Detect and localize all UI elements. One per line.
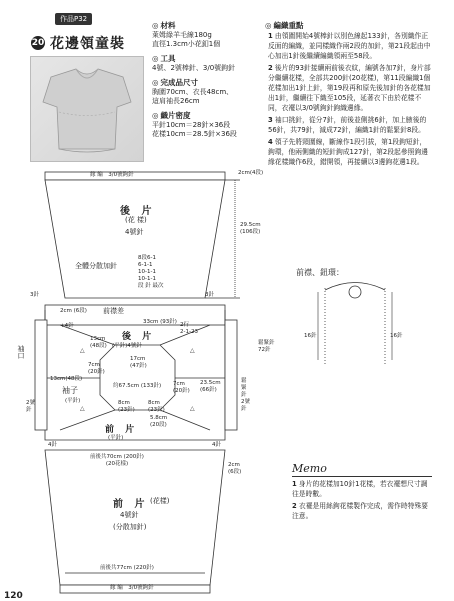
right-side-dim: 23.5cm (66針) — [200, 380, 221, 393]
size-line-1: 胸圍70cm、衣長48cm、 — [152, 88, 234, 96]
back-center-pattern: (平針)4號針 — [112, 343, 142, 349]
right-ribbing-needle: 鬆 緊 針 2號 針 — [241, 378, 250, 412]
right-sleeve-cuff — [225, 320, 237, 430]
dim-8cm-a: 8cm (23針) — [118, 400, 135, 413]
collar-diagram — [300, 280, 410, 380]
dim-5-8cm: 5.8cm (20段) — [150, 415, 168, 428]
memo-divider — [292, 476, 432, 477]
front-bottom-title: 前 片 — [113, 499, 149, 510]
size-title: ◎ 完成品尺寸 — [152, 77, 257, 88]
back-center-title: 後 片 — [122, 332, 156, 342]
dim-2-17: 2行 2-1-23 — [180, 322, 198, 335]
materials-line-2: 直徑1.3cm小花釦1個 — [152, 40, 221, 48]
sleeve-cuff-label: 袖口 — [17, 345, 25, 359]
left-corner-stitches: 3針 — [30, 292, 39, 298]
plus-stitches: +4針 — [60, 323, 74, 329]
dim-7cm-left: 7cm (20針) — [88, 362, 105, 375]
top-right-dim: 2cm(4段) — [238, 170, 264, 176]
svg-text:△: △ — [80, 347, 85, 354]
right-ribbing-label: 鬆緊針 72針 — [258, 340, 275, 353]
front-bottom-pattern: (花樣) — [150, 497, 170, 505]
memo-item-2: 2 衣襬是用絲鉤花樣製作完成，需作時特殊要注意。 — [292, 502, 429, 520]
top-edge-label: 緣 編 3/0號鉤針 — [90, 172, 134, 178]
dim-13cm: 13cm (48段) — [90, 336, 107, 349]
gauge-line-1: 平針10cm＝28針×36段 — [152, 121, 231, 129]
increase-table: 8段6-1 6-1-1 10-1-1 10-1-1 段 針 最次 — [138, 255, 164, 289]
instruction-step-3: 3 袖口挑針，從分7針，前後並側挑6針，加上腋後的56針，共79針，減成72針，編織1針的鬆緊針8段。 — [268, 116, 427, 134]
gauge-line-2: 花樣10cm＝28.5針×36段 — [152, 130, 237, 138]
back-piece-outline — [45, 180, 225, 298]
tools-title: ◎ 工具 — [152, 53, 257, 64]
neck-circumference: 約67.5cm (133針) — [113, 383, 162, 389]
materials-title: ◎ 材料 — [152, 20, 257, 31]
collar-left-stitches: 16針 — [304, 333, 317, 339]
instruction-step-4: 4 領子先將頸圍線，斷線作1段引拔，第1段鉤短針，鉤環，他兩側織的短針鉤成127針，第2段起參照鉤邊緣花樣織作6段，錯開領，再接續以3邊鉤花邊1段。 — [268, 138, 429, 166]
needle-4-right: 4針 — [212, 442, 221, 448]
neck-top-dim: 33cm (93針) — [143, 319, 177, 325]
instruction-step-1: 1 由領圍開始4號棒針以別色線起133針，各別織作正反面的編織，並同樣織作兩2段的加針，第21段起由中心加出1針後繼續編織領兩至58段。 — [268, 32, 431, 60]
project-tag: 作品P32 — [55, 13, 92, 25]
front-bottom-needle: 4號針 — [120, 511, 139, 519]
dim-2cm: 2cm (6段) — [228, 462, 242, 475]
materials-line-1: 萊姆綠羊毛線180g — [152, 31, 212, 39]
memo-title: Memo — [292, 462, 327, 475]
svg-text:△: △ — [80, 405, 85, 412]
dim-7cm-right: 7cm (20針) — [173, 381, 190, 394]
instructions-title: ◎ 編織重點 — [265, 20, 304, 31]
front-bottom-split: (分散加針) — [113, 523, 147, 531]
sleeve-width-dim: 13cm(48段) — [50, 376, 83, 382]
split-increase-note: 全體分散加針 — [75, 262, 117, 270]
bottom-edge-label: 緣 編 3/0號鉤針 — [110, 585, 154, 591]
back-piece-needle: 4號針 — [125, 228, 144, 236]
tools-line-1: 4號、2號棒針、3/0號鉤針 — [152, 64, 236, 72]
needle-4-left: 4針 — [48, 442, 57, 448]
front-center-pattern: (平針) — [108, 435, 124, 441]
sleeve-needle-left: 2號 針 — [26, 400, 35, 413]
page-title: 花邊領童裝 — [50, 36, 125, 52]
front-center-title: 前 片 — [105, 425, 139, 435]
sleeve-piece-title: 袖子 — [62, 386, 78, 395]
back-piece-pattern: (花 樣) — [125, 216, 147, 224]
memo-item-1: 1 身片的花樣加10針1花樣，若衣襬想尺寸調往是時數。 — [292, 480, 428, 498]
instruction-step-2: 2 後片的93針接續兩前後衣紋，編號各加7針，身片部分繼續花樣，全部共200針(20花樣)，第11段編織1個花樣加出1針上針，第19段再和原先後加針的各花樣加出1針，繼續往下織至105段，延著衣下由於花樣不同，衣襬以3/0號鉤針鉤織邊緣。 — [268, 64, 431, 112]
gauge-title: ◎ 織片密度 — [152, 110, 257, 121]
dim-17cm: 17cm (47針) — [130, 356, 147, 369]
project-number: 20 — [31, 38, 45, 48]
page-number: 120 — [4, 591, 23, 601]
dim-8cm-b: 8cm (23針) — [148, 400, 165, 413]
right-corner-stitches: 3針 — [205, 292, 214, 298]
sleeve-piece-pattern: (平針) — [65, 398, 81, 404]
yoke-label: 前襟差 — [103, 307, 124, 315]
back-piece-title: 後 片 — [120, 206, 156, 217]
back-length-dim: 29.5cm (106段) — [240, 222, 261, 235]
bottom-width-dim: 前後共77cm (220針) — [100, 565, 154, 571]
svg-text:△: △ — [190, 405, 195, 412]
collar-detail-title: 前襟、鈕環： — [296, 268, 344, 277]
svg-text:△: △ — [190, 347, 195, 354]
left-sleeve-cuff — [35, 320, 47, 430]
size-line-2: 這肩袖長26cm — [152, 97, 200, 105]
bottom-circumference: 前後共70cm (200針) (20花樣) — [90, 454, 144, 467]
collar-right-stitches: 16針 — [390, 333, 403, 339]
top-edge-band — [45, 172, 225, 180]
yoke-left-dim: 2cm (6段) — [60, 308, 87, 314]
